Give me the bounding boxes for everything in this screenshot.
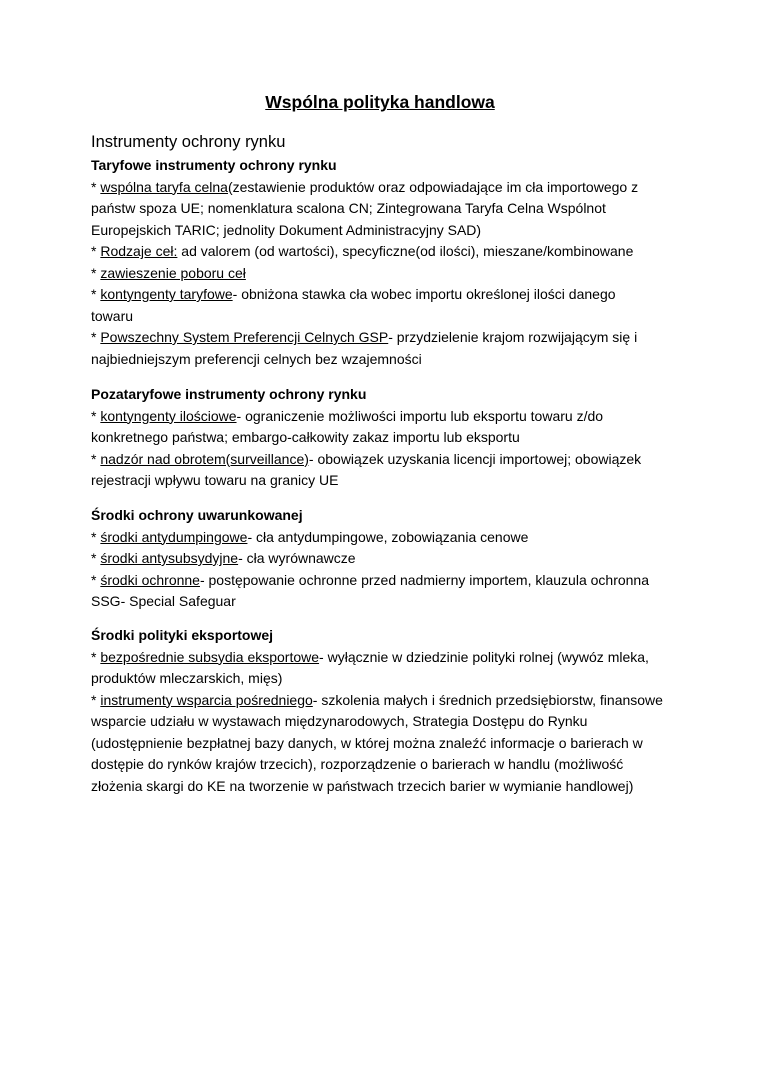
term: środki ochronne [100,571,200,588]
text-line [91,711,681,733]
text-line [91,470,681,492]
bullet-marker: * [91,450,101,467]
section-title: Środki polityki eksportowej [91,627,274,643]
bullet-marker: * [91,648,101,665]
bullet-line [91,690,681,712]
section-eksportowej [91,625,681,797]
bullet-line [91,284,681,306]
text-line [91,776,681,798]
bullet-line [91,527,681,549]
line-text: - przydzielenie krajom rozwijającym się i [388,329,638,345]
bullet-marker: * [91,571,101,588]
term: instrumenty wsparcia pośredniego [100,691,313,708]
term: zawieszenie poboru ceł [100,264,246,281]
line-text: państw spoza UE; nomenklatura scalona CN; Zintegrowana Taryfa Celna Wspólnot [91,200,606,216]
section-title: Taryfowe instrumenty ochrony rynku [91,157,337,173]
line-text: konkretnego państwa; embargo-całkowity zakaz importu lub eksportu [91,429,520,445]
term: kontyngenty ilościowe [100,407,237,424]
bullet-line [91,548,681,570]
bullet-line [91,263,681,285]
main-heading: Instrumenty ochrony rynku [91,133,286,151]
line-text: złożenia skargi do KE na tworzenie w państwach trzecich barier w wymianie handlowej) [91,777,634,794]
bullet-marker: * [91,178,101,195]
line-text: (udostępnienie bezpłatnej bazy danych, w której można znaleźć informacje o barierach w [91,734,643,751]
section-uwarunkowanej [91,505,681,613]
line-text: - ograniczenie możliwości importu lub eksportu towaru z/do [236,407,604,424]
bullet-marker: * [91,264,101,281]
section-taryfowe [91,155,681,370]
line-text: rejestracji wpływu towaru na granicy UE [91,472,339,488]
line-text: produktów mleczarskich, mięs) [91,670,283,686]
line-text: - obniżona stawka cła wobec importu określonej ilości danego [232,286,616,302]
bullet-marker: * [91,550,101,566]
line-text: - wyłącznie w dziedzinie polityki rolnej (wywóz mleka, [319,648,649,665]
text-line [91,198,681,220]
text-line [91,427,681,449]
line-text: - szkolenia małych i średnich przedsiębiorstw, finansowe [312,691,663,708]
line-text: (zestawienie produktów oraz odpowiadające im cła importowego z [227,178,639,195]
bullet-line [91,241,681,263]
text-line [91,349,681,371]
bullet-line [91,177,681,199]
bullet-marker: * [91,243,101,259]
term: Rodzaje ceł: [100,243,178,259]
term: nadzór nad obrotem(surveillance) [100,450,309,467]
text-line [91,591,681,613]
text-line [91,733,681,755]
term: środki antysubsydyjne [100,550,239,566]
line-text: - cła antydumpingowe, zobowiązania cenowe [247,528,529,545]
term: bezpośrednie subsydia eksportowe [100,648,320,665]
line-text: najbiedniejszym preferencji celnych bez wzajemności [91,350,422,367]
section-title: Środki ochrony uwarunkowanej [91,507,303,523]
term: środki antydumpingowe [100,528,248,545]
bullet-line [91,647,681,669]
line-text: towaru [91,307,134,324]
bullet-marker: * [91,528,101,545]
line-text: - obowiązek uzyskania licencji importowej; obowiązek [308,450,642,467]
section-pozataryfowe [91,384,681,492]
line-text: - cła wyrównawcze [238,550,356,566]
term: wspólna taryfa celna [100,178,228,195]
text-line [91,306,681,328]
line-text: wsparcie udziału w wystawach międzynarodowych, Strategia Dostępu do Rynku [91,713,588,729]
bullet-line [91,406,681,428]
line-text: - postępowanie ochronne przed nadmierny importem, klauzula ochronna [199,571,650,588]
line-text: dostępie do rynków krajów trzecich), rozporządzenie o barierach w handlu (możliwość [91,756,624,772]
term: Powszechny System Preferencji Celnych GSP [100,329,389,345]
line-text: SSG- Special Safeguar [91,593,236,609]
bullet-line [91,449,681,471]
text-line [91,754,681,776]
line-text: Europejskich TARIC; jednolity Dokument Administracyjny SAD) [91,221,482,238]
section-title: Pozataryfowe instrumenty ochrony rynku [91,386,367,402]
bullet-marker: * [91,407,101,424]
text-line [91,220,681,242]
line-text: ad valorem (od wartości), specyficzne(od ilości), mieszane/kombinowane [177,243,634,259]
bullet-marker: * [91,329,101,345]
bullet-marker: * [91,691,101,708]
document-title: Wspólna polityka handlowa [265,92,495,112]
bullet-line [91,327,681,349]
text-line [91,668,681,690]
term: kontyngenty taryfowe [100,286,233,302]
bullet-marker: * [91,286,101,302]
bullet-line [91,570,681,592]
